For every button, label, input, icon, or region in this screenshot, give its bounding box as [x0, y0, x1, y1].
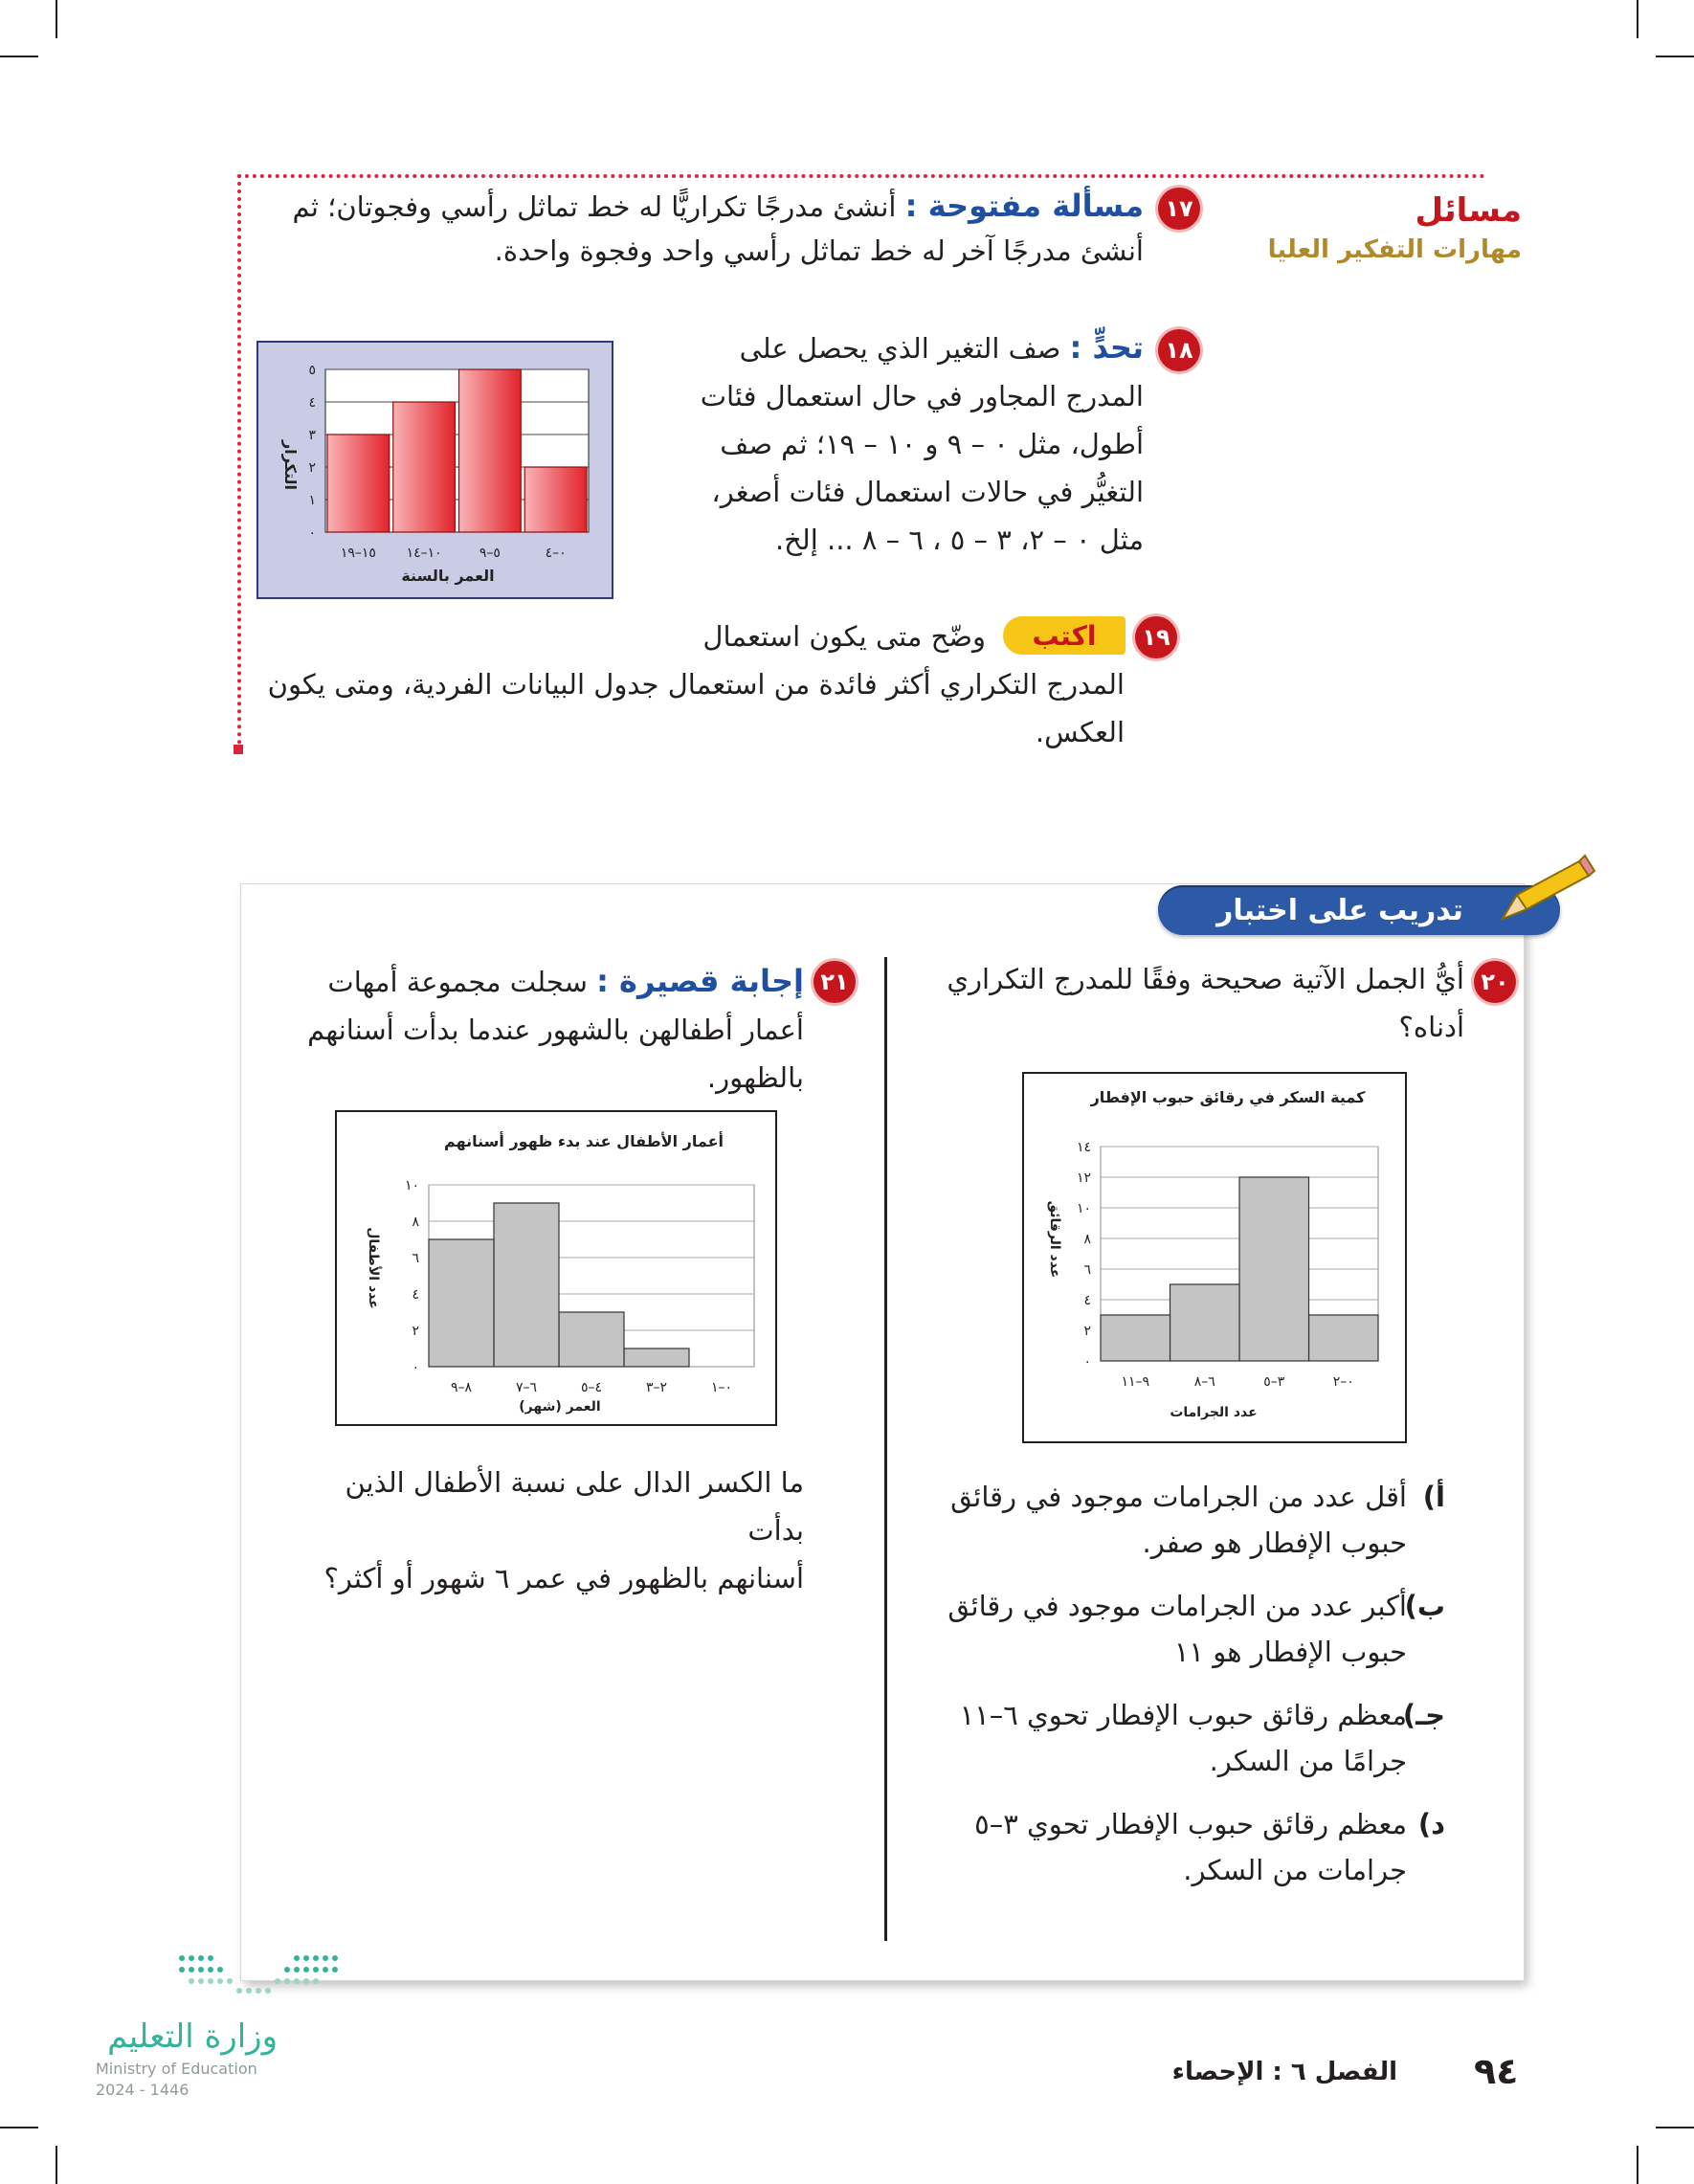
crop-mark [56, 2146, 57, 2184]
crop-mark [1637, 0, 1638, 38]
write-tag [1003, 616, 1126, 655]
y-tick-label: ٤ [1083, 1293, 1091, 1308]
x-tick-label: ٠–٢ [1332, 1374, 1354, 1390]
problem-18-line: المدرج المجاور في حال استعمال فئات [700, 380, 1144, 412]
x-tick-label: ٦–٨ [1193, 1374, 1215, 1390]
problem-18-line: مثل ٠ – ٢، ٣ – ٥ ، ٦ – ٨ ... إلخ. [774, 524, 1144, 556]
y-tick-label: ٨ [1083, 1232, 1091, 1247]
problem-21-line2: أعمار أطفالهن بالشهور عندما بدأت أسنانهم [307, 1014, 804, 1046]
x-tick-label: ٦–٧ [515, 1380, 538, 1395]
ministry-logo-icon [172, 1950, 345, 1996]
ministry-english: Ministry of Education [96, 2060, 257, 2078]
x-tick-label: ٠–٤ [545, 546, 567, 561]
x-tick-label: ٨–٩ [450, 1380, 473, 1395]
option-line: جرامات من السكر. [1183, 1854, 1407, 1886]
x-tick-label: ١٠–١٤ [406, 546, 442, 561]
chart3-title: أعمار الأطفال عند بدء ظهور أسنانهم [444, 1132, 724, 1150]
teeth-histogram-chart [335, 1110, 777, 1426]
problem-18-line: صف التغير الذي يحصل على [739, 332, 1061, 365]
problem-21-question1: ما الكسر الدال على نسبة الأطفال الذين بدأت [345, 1466, 804, 1547]
sidebar-title: مسائل [1415, 191, 1522, 230]
option-b[interactable] [919, 1583, 1445, 1675]
problem-20-line2: أدناه؟ [1398, 1011, 1464, 1043]
problem-19-badge: ١٩ [1135, 616, 1177, 658]
y-tick-label: ٨ [412, 1215, 419, 1230]
chart2-ylabel: عدد الرقائق [1047, 1200, 1062, 1279]
option-line: معظم رقائق حبوب الإفطار تحوي ٦–١١ [959, 1699, 1407, 1731]
option-d[interactable] [919, 1801, 1445, 1893]
histogram-bar [494, 1203, 559, 1367]
x-tick-label: ٤–٥ [580, 1380, 603, 1395]
crop-mark [56, 0, 57, 38]
y-tick-label: ١٤ [1076, 1140, 1091, 1155]
histogram-bar [624, 1348, 689, 1367]
problem-17-badge: ١٧ [1158, 188, 1200, 230]
ministry-years: 2024 - 1446 [96, 2081, 189, 2099]
crop-mark [0, 56, 38, 57]
problem-20-badge: ٢٠ [1474, 961, 1516, 1003]
sidebar-subtitle: مهارات التفكير العليا [1267, 235, 1522, 264]
option-c[interactable] [919, 1692, 1445, 1784]
sugar-histogram-chart [1022, 1072, 1407, 1443]
test-banner-label: تدريب على اختبار [1216, 893, 1463, 927]
chapter-title: الفصل ٦ : الإحصاء [1171, 2058, 1397, 2086]
y-tick-label: ٤ [412, 1287, 419, 1303]
option-letter: ب) [1404, 1590, 1445, 1622]
problem-21-question2: أسنانهم بالظهور في عمر ٦ شهور أو أكثر؟ [323, 1562, 804, 1594]
chart2-title: كمية السكر في رقائق حبوب الإفطار [1090, 1088, 1366, 1106]
option-line: حبوب الإفطار هو صفر. [1142, 1527, 1407, 1559]
frame-end-square [234, 745, 243, 754]
ministry-arabic: وزارة التعليم [107, 2017, 278, 2056]
histogram-bar [1239, 1177, 1309, 1361]
y-tick-label: ٢ [1083, 1324, 1091, 1339]
problem-17-line2: أنشئ مدرجًا آخر له خط تماثل رأسي واحد وفجوة واحدة. [494, 234, 1144, 267]
option-line: معظم رقائق حبوب الإفطار تحوي ٣–٥ [974, 1808, 1407, 1840]
crop-mark [0, 2127, 38, 2128]
problem-20-options [919, 1474, 1445, 1893]
histogram-bar [559, 1312, 624, 1367]
y-tick-label: ١٠ [1076, 1201, 1091, 1216]
problem-17 [278, 184, 1144, 273]
y-tick-label: ٢ [412, 1324, 419, 1339]
histogram-bar [1170, 1284, 1240, 1361]
column-divider [884, 957, 887, 1941]
histogram-bar [459, 369, 522, 532]
option-letter: د) [1417, 1808, 1445, 1840]
chart3-ylabel: عدد الأطفال [366, 1227, 381, 1309]
histogram-bar [1309, 1315, 1379, 1361]
crop-mark [1656, 2127, 1694, 2128]
chart1-ylabel: التكرار [281, 440, 300, 490]
write-tag-label: اكتب [1032, 619, 1097, 652]
option-line: أقل عدد من الجرامات موجود في رقائق [950, 1481, 1407, 1513]
y-tick-label: ٥ [308, 363, 316, 378]
histogram-bar [1101, 1315, 1170, 1361]
option-line: حبوب الإفطار هو ١١ [1173, 1636, 1407, 1668]
problem-21 [287, 957, 804, 1102]
x-tick-label: ٥–٩ [479, 546, 501, 561]
chart3-xlabel: العمر (شهر) [519, 1399, 601, 1415]
y-tick-label: ١٢ [1076, 1170, 1091, 1186]
option-line: أكبر عدد من الجرامات موجود في رقائق [947, 1590, 1407, 1622]
option-line: جرامًا من السكر. [1209, 1745, 1407, 1777]
option-a[interactable] [919, 1474, 1445, 1566]
x-tick-label: ٣–٥ [1263, 1374, 1285, 1390]
problem-21-line3: بالظهور. [706, 1061, 804, 1094]
pencil-icon [1493, 852, 1598, 928]
x-tick-label: ١٥–١٩ [340, 546, 376, 561]
problem-18-badge: ١٨ [1158, 329, 1200, 371]
histogram-bar [393, 402, 456, 532]
y-tick-label: ٢ [308, 460, 316, 476]
histogram-bar [524, 467, 587, 532]
y-tick-label: ٦ [1083, 1262, 1091, 1278]
problem-18-line: التغيُّر في حالات استعمال فئات أصغر، [711, 476, 1144, 508]
crop-mark [1656, 56, 1694, 57]
x-tick-label: ٩–١١ [1121, 1374, 1150, 1390]
problem-21-badge: ٢١ [814, 961, 856, 1003]
problem-19-line1: وضّح متى يكون استعمال [702, 620, 986, 653]
y-tick-label: ١ [308, 493, 316, 508]
y-tick-label: ٣ [308, 428, 316, 443]
problem-21-question [287, 1459, 804, 1602]
chart2-xlabel: عدد الجرامات [1170, 1405, 1258, 1420]
x-tick-label: ٢–٣ [645, 1380, 668, 1395]
y-tick-label: ٠ [412, 1360, 419, 1375]
problem-18-heading: تحدٍّ : [1069, 329, 1144, 366]
problem-20-line1: أيُّ الجمل الآتية صحيحة وفقًا للمدرج التكراري [947, 963, 1464, 995]
histogram-bar [327, 435, 390, 532]
problem-19-line3: العكس. [1035, 716, 1125, 748]
histogram-bar [429, 1239, 494, 1367]
y-tick-label: ٠ [308, 525, 316, 541]
age-histogram-chart [256, 341, 613, 599]
problem-18 [670, 323, 1144, 564]
problem-19-line2: المدرج التكراري أكثر فائدة من استعمال جدول البيانات الفردية، ومتى يكون [267, 668, 1125, 701]
x-tick-label: ٠–١ [710, 1380, 733, 1395]
y-tick-label: ٤ [308, 395, 316, 411]
problem-17-line1: أنشئ مدرجًا تكراريًّا له خط تماثل رأسي وفجوتان؛ ثم [292, 190, 897, 223]
option-letter: أ) [1422, 1481, 1445, 1513]
crop-mark [1637, 2146, 1638, 2184]
problem-21-heading: إجابة قصيرة : [596, 963, 804, 999]
y-tick-label: ١٠ [404, 1178, 419, 1193]
page-number: ٩٤ [1474, 2050, 1519, 2092]
y-tick-label: ٠ [1083, 1354, 1091, 1370]
y-tick-label: ٦ [412, 1251, 419, 1266]
problem-17-heading: مسألة مفتوحة : [904, 188, 1144, 224]
chart1-xlabel: العمر بالسنة [401, 567, 495, 585]
problem-21-line1: سجلت مجموعة أمهات [327, 966, 588, 998]
problem-18-line: أطول، مثل ٠ – ٩ و ١٠ – ١٩؛ ثم صف [720, 428, 1144, 460]
option-letter: جـ) [1402, 1699, 1445, 1731]
